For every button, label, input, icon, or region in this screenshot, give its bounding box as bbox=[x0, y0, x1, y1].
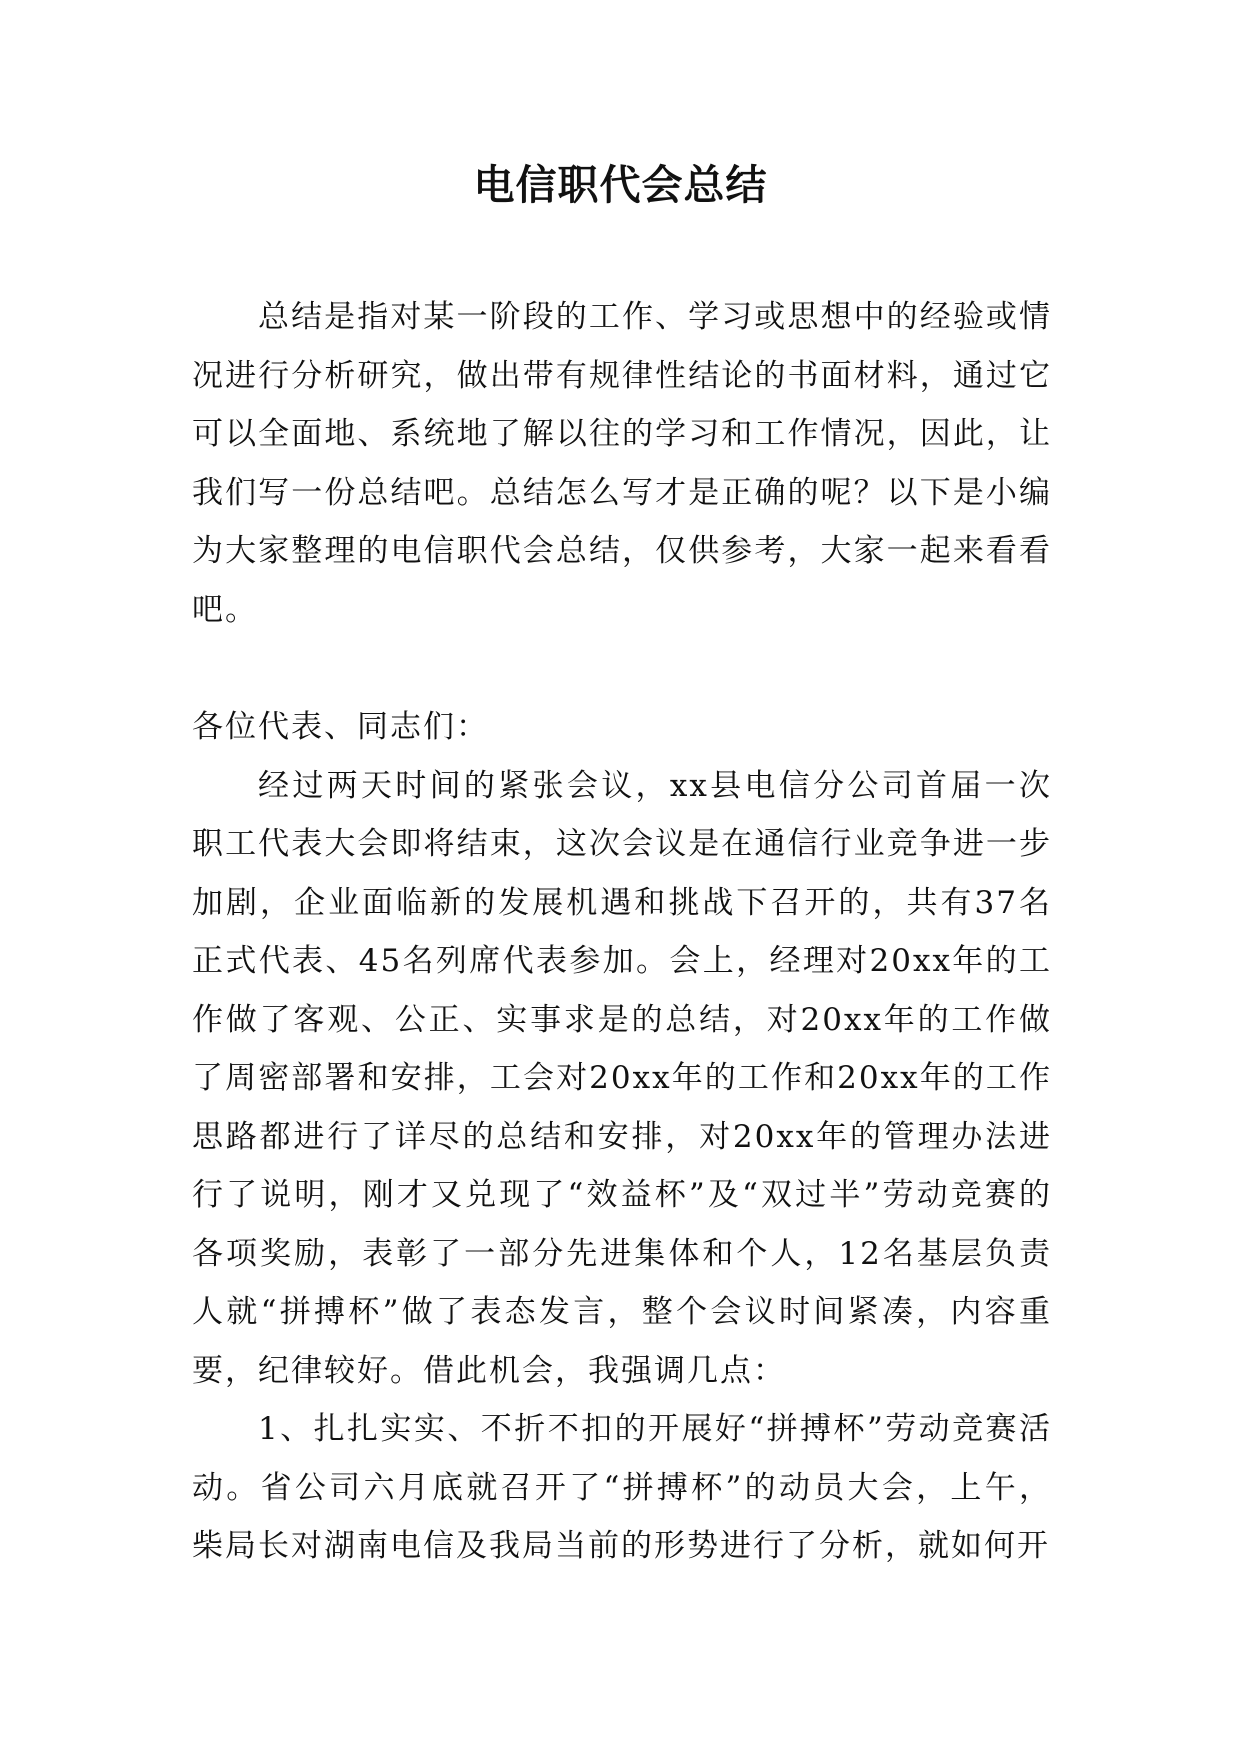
intro-paragraph: 总结是指对某一阶段的工作、学习或思想中的经验或情况进行分析研究，做出带有规律性结论的书面材料，通过它可以全面地、系统地了解以往的学习和工作情况，因此，让我们写一份总结吧。总结怎么写才是正确的呢？以下是小编为大家整理的电信职代会总结，仅供参考，大家一起来看看吧。 bbox=[192, 299, 1052, 628]
speech-section bbox=[192, 698, 1052, 1576]
body-paragraph-1: 经过两天时间的紧张会议，xx县电信分公司首届一次职工代表大会即将结束，这次会议是在通信行业竞争进一步加剧，企业面临新的发展机遇和挑战下召开的，共有37名正式代表、45名列席代表参加。会上，经理对20xx年的工作做了客观、公正、实事求是的总结，对20xx年的工作做了周密部署和安排，工会对20xx年的工作和20xx年的工作思路都进行了详尽的总结和安排，对20xx年的管理办法进行了说明，刚才又兑现了“效益杯”及“双过半”劳动竞赛的各项奖励，表彰了一部分先进集体和个人，12名基层负责人就“拼搏杯”做了表态发言，整个会议时间紧凑，内容重要，纪律较好。借此机会，我强调几点： bbox=[192, 767, 1052, 1389]
salutation: 各位代表、同志们： bbox=[192, 709, 489, 745]
intro-section bbox=[192, 288, 1052, 639]
document-title: 电信职代会总结 bbox=[473, 161, 768, 209]
body-paragraph-2: 1、扎扎实实、不折不扣的开展好“拼搏杯”劳动竞赛活动。省公司六月底就召开了“拼搏杯”的动员大会，上午，柴局长对湖南电信及我局当前的形势进行了分析，就如何开 bbox=[192, 1411, 1052, 1564]
